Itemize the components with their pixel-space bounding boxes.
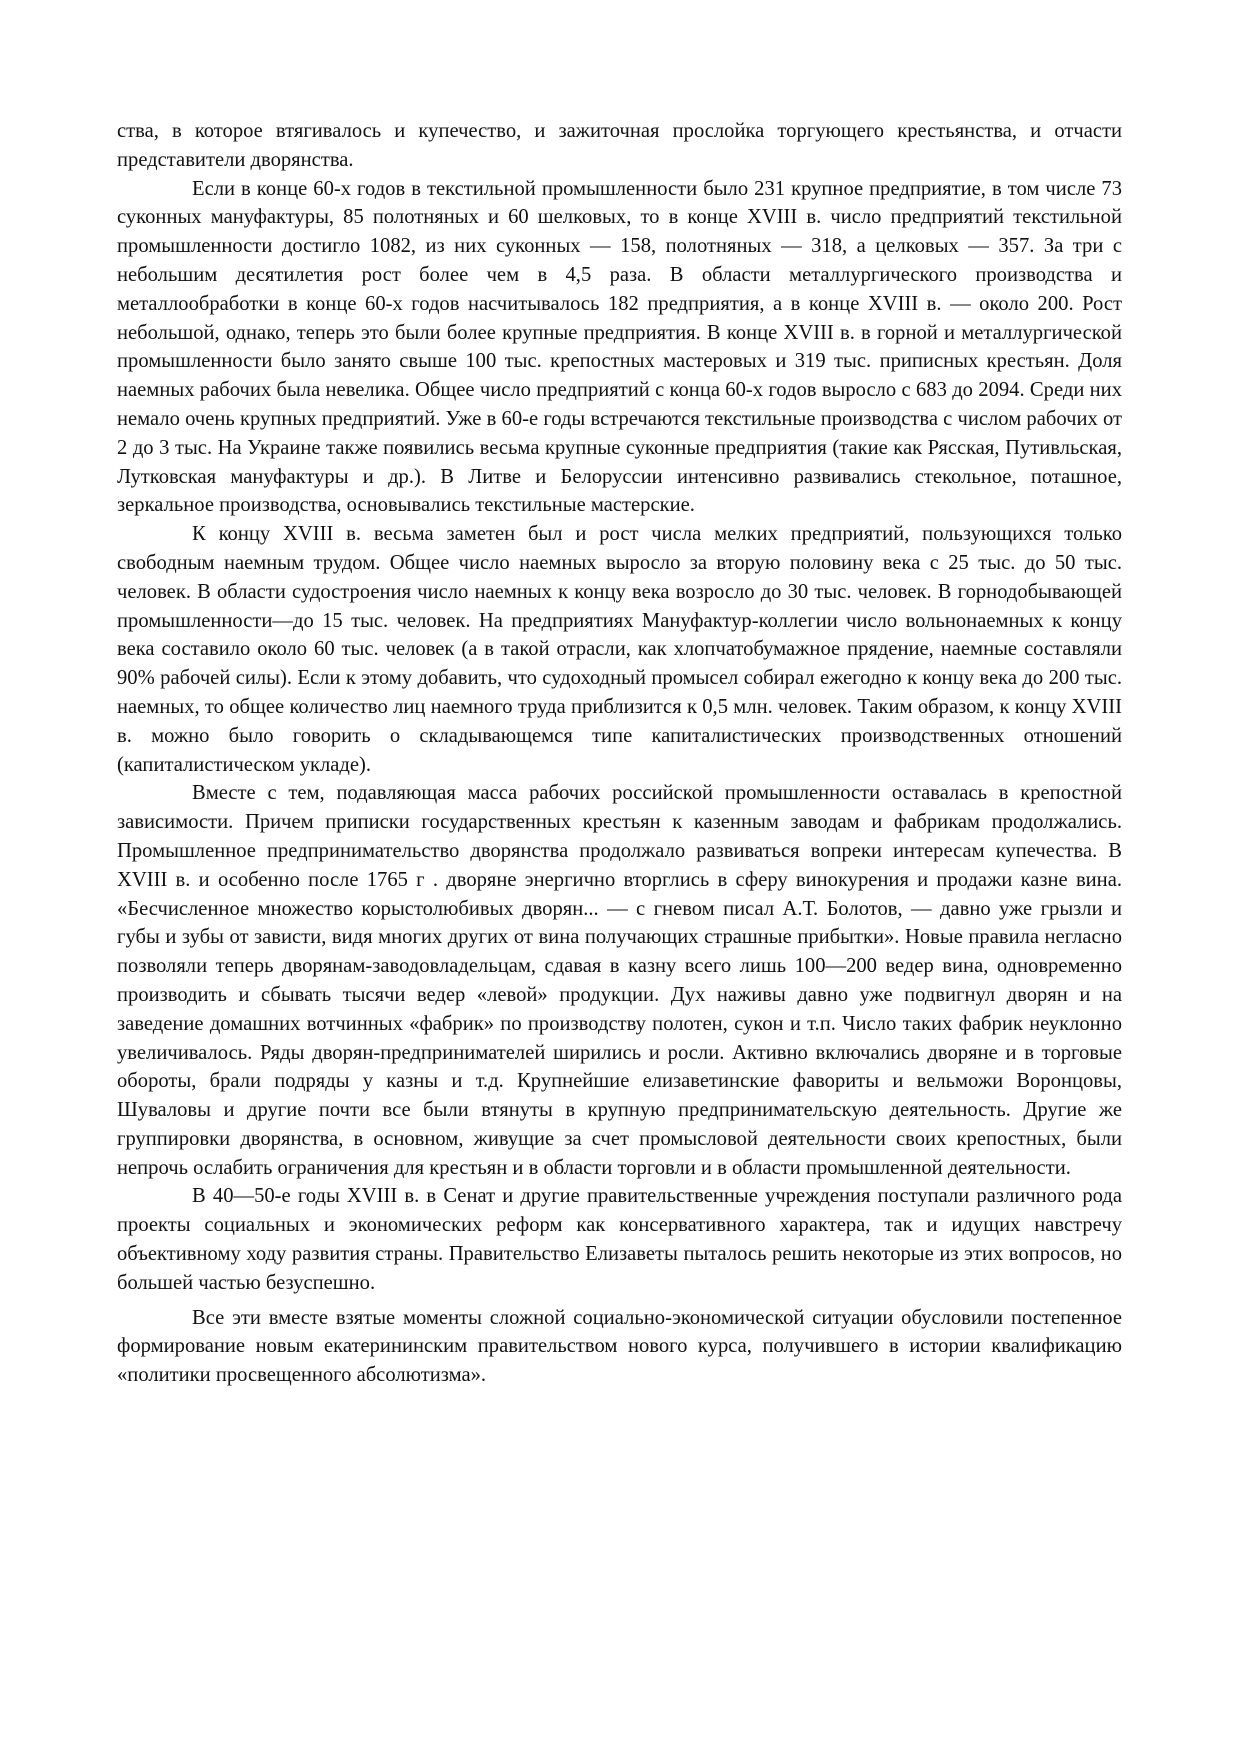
- paragraph-hired-labor: К концу XVIII в. весьма заметен был и рост числа мелких предприятий, пользующихся только свободным наемным трудом. Общее число наемных выросло за вторую половину века с 25 тыс. до 50 тыс. человек. В области судостроения число наемных к концу века возросло до 30 тыс. человек. В горнодобывающей промышленности—до 15 тыс. человек. На предприятиях Мануфактур-коллегии число вольнонаемных к концу века составило около 60 тыс. человек (а в такой отрасли, как хлопчатобумажное прядение, наемные составляли 90% рабочей силы). Если к этому добавить, что судоходный промысел собирал ежегодно к концу века до 200 тыс. наемных, то общее количество лиц наемного труда приблизится к 0,5 млн. человек. Таким образом, к концу XVIII в. можно было говорить о складывающемся типе капиталистических производственных отношений (капиталистическом укладе).: [117, 523, 1122, 776]
- document-page: [117, 117, 1122, 1390]
- paragraph-reform-projects: В 40—50-е годы XVIII в. в Сенат и другие правительственные учреждения поступали различного рода проекты социальных и экономических реформ как консервативного характера, так и идущих навстречу объективному ходу развития страны. Правительство Елизаветы пыталось решить некоторые из этих вопросов, но большей частью безуспешно.: [117, 1185, 1122, 1294]
- paragraph-serf-labor: Вместе с тем, подавляющая масса рабочих российской промышленности оставалась в крепостной зависимости. Причем приписки государственных крестьян к казенным заводам и фабрикам продолжались. Промышленное предпринимательство дворянства продолжало развиваться вопреки интересам купечества. В XVIII в. и особенно после 1765 г . дворяне энергично вторглись в сферу винокурения и продажи казне вина. «Бесчисленное множество корыстолюбивых дворян... — с гневом писал А.Т. Болотов, — давно уже грызли и губы и зубы от зависти, видя многих других от вина получающих страшные прибытки». Новые правила негласно позволяли теперь дворянам-заводовладельцам, сдавая в казну всего лишь 100—200 ведер вина, одновременно производить и сбывать тысячи ведер «левой» продукции. Дух наживы давно уже подвигнул дворян и на заведение домашних вотчинных «фабрик» по производству полотен, сукон и т.п. Число таких фабрик неуклонно увеличивалось. Ряды дворян-предпринимателей ширились и росли. Активно включались дворяне и в торговые обороты, брали подряды у казны и т.д. Крупнейшие елизаветинские фавориты и вельможи Воронцовы, Шуваловы и другие почти все были втянуты в крупную предпринимательскую деятельность. Другие же группировки дворянства, в основном, живущие за счет промысловой деятельности своих крепостных, были непрочь ослабить ограничения для крестьян и в области торговли и в области промышленной деятельности.: [117, 782, 1122, 1179]
- paragraph-continuation: ства, в которое втягивалось и купечество, и зажиточная прослойка торгующего крестьянства, и отчасти представители дворянства.: [117, 120, 1122, 171]
- paragraph-enlightened-absolutism: Все эти вместе взятые моменты сложной социально-экономической ситуации обусловили постепенное формирование новым екатерининским правительством нового курса, получившего в истории квалификацию «политики просвещенного абсолютизма».: [117, 1306, 1122, 1387]
- paragraph-textile-industry: Если в конце 60-х годов в текстильной промышленности было 231 крупное предприятие, в том числе 73 суконных мануфактуры, 85 полотняных и 60 шелковых, то в конце XVIII в. число предприятий текстильной промышленности достигло 1082, из них суконных — 158, полотняных — 318, а целковых — 357. За три с небольшим десятилетия рост более чем в 4,5 раза. В области металлургического производства и металлообработки в конце 60-х годов насчитывалось 182 предприятия, а в конце XVIII в. — около 200. Рост небольшой, однако, теперь это были более крупные предприятия. В конце XVIII в. в горной и металлургической промышленности было занято свыше 100 тыс. крепостных мастеровых и 319 тыс. приписных крестьян. Доля наемных рабочих была невелика. Общее число предприятий с конца 60-х годов выросло с 683 до 2094. Среди них немало очень крупных предприятий. Уже в 60-е годы встречаются текстильные производства с числом рабочих от 2 до 3 тыс. На Украине также появились весьма крупные суконные предприятия (такие как Рясская, Путивльская, Лутковская мануфактуры и др.). В Литве и Белоруссии интенсивно развивались стекольное, поташное, зеркальное производства, основывались текстильные мастерские.: [117, 177, 1122, 517]
